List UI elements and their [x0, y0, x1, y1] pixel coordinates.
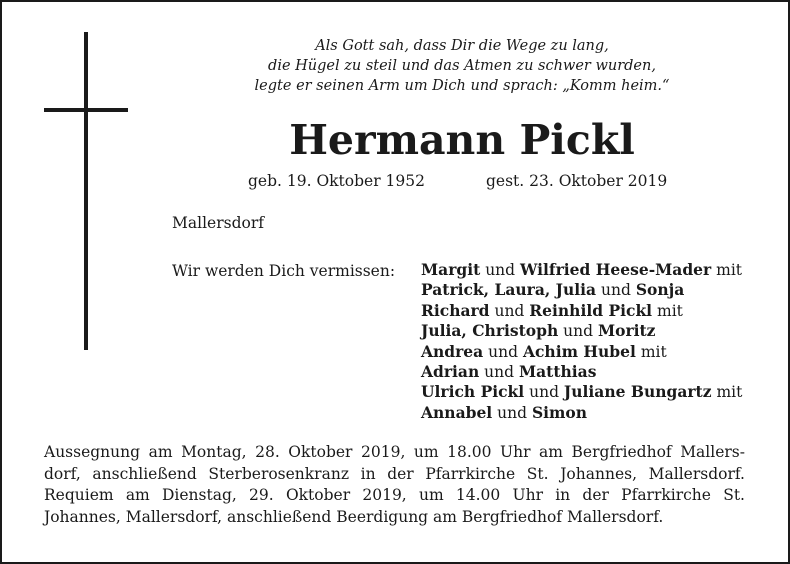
mourner-name: Richard	[421, 300, 490, 320]
deceased-name: Hermann Pickl	[289, 116, 635, 164]
mourner-connector: und	[483, 342, 523, 361]
mourners-label: Wir werden Dich vermissen:	[172, 262, 396, 280]
mourner-name: Andrea	[421, 341, 484, 361]
poem-line: die Hügel zu steil und das Atmen zu schwer wurden,	[268, 58, 656, 74]
cross-horizontal-beam	[44, 108, 128, 112]
mourner-line	[421, 382, 742, 402]
mourner-name: Matthias	[518, 362, 597, 382]
mourner-line	[421, 260, 742, 280]
mourner-connector: und	[489, 301, 530, 320]
memorial-poem	[162, 36, 762, 96]
mourner-connector: mit	[635, 342, 667, 361]
mourner-connector: und	[492, 403, 532, 422]
mourner-name: Margit	[421, 260, 481, 279]
mourner-connector: und	[479, 363, 519, 382]
mourner-name: Moritz	[597, 321, 656, 341]
mourner-name: Ulrich Pickl	[421, 382, 525, 402]
mourner-connector: und	[524, 383, 564, 402]
funeral-details-line: Johannes, Mallersdorf, anschließend Beerdigung am Bergfriedhof Mallersdorf.	[44, 507, 664, 526]
hometown: Mallersdorf	[172, 214, 264, 232]
mourner-name: Simon	[531, 402, 588, 422]
funeral-details-line: Requiem am Dienstag, 29. Oktober 2019, um 14.00 Uhr in der Pfarrkirche St.	[44, 486, 745, 504]
mourner-line	[421, 342, 742, 362]
death-date: gest. 23. Oktober 2019	[486, 172, 668, 190]
funeral-details-line: Aussegnung am Montag, 28. Oktober 2019, um 18.00 Uhr am Bergfriedhof Mallers-	[44, 443, 745, 461]
birth-date: geb. 19. Oktober 1952	[248, 172, 425, 190]
mourner-connector: mit	[711, 383, 743, 402]
poem-line: legte er seinen Arm um Dich und sprach: „Komm heim.“	[254, 78, 670, 94]
mourner-line	[421, 403, 742, 423]
mourner-connector: mit	[652, 301, 683, 320]
mourner-line	[421, 321, 742, 341]
mourner-connector: und	[558, 322, 598, 341]
funeral-details-line: dorf, anschließend Sterberosenkranz in der Pfarrkirche St. Johannes, Mallersdorf.	[44, 464, 745, 483]
mourner-name: Patrick, Laura, Julia	[421, 280, 597, 300]
mourners-list	[421, 260, 742, 423]
mourner-line	[421, 301, 742, 321]
mourner-name: Annabel	[421, 402, 493, 422]
mourner-name: Reinhild Pickl	[529, 300, 653, 320]
funeral-details	[44, 442, 745, 528]
mourner-connector: mit	[711, 261, 743, 279]
mourner-name: Juliane Bungartz	[563, 382, 712, 402]
mourner-name: Achim Hubel	[522, 341, 636, 361]
poem-line: Als Gott sah, dass Dir die Wege zu lang,	[315, 38, 609, 54]
mourner-line	[421, 362, 742, 382]
mourner-connector: und	[480, 261, 521, 279]
mourner-name: Wilfried Heese-Mader	[520, 260, 712, 279]
mourner-connector: und	[596, 281, 636, 300]
mourner-name: Sonja	[635, 280, 685, 300]
mourner-name: Julia, Christoph	[421, 321, 559, 341]
mourner-name: Adrian	[421, 362, 480, 382]
cross-vertical-beam	[84, 32, 88, 350]
mourner-line	[421, 280, 742, 300]
